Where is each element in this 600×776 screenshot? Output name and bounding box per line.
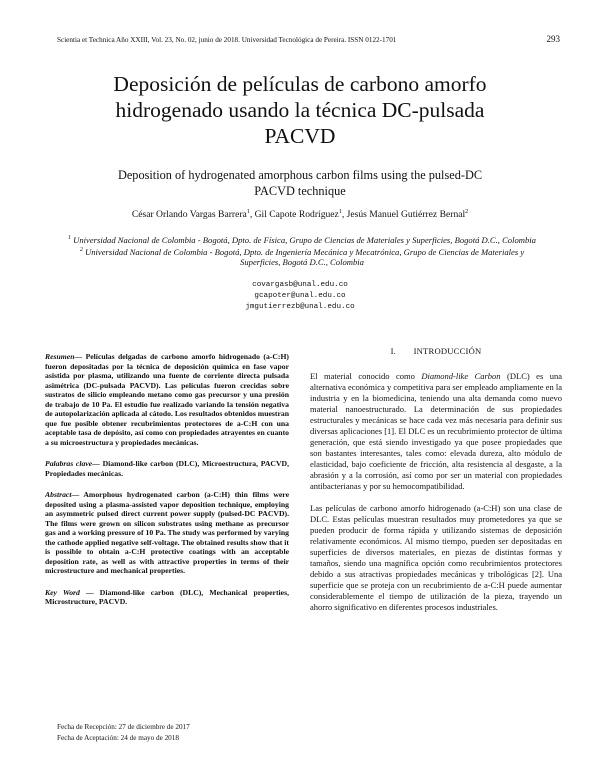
introduction-column <box>310 346 562 624</box>
title-line-3: PACVD <box>264 124 336 148</box>
subtitle-line-1: Deposition of hydrogenated amorphous carbon films using the pulsed-DC <box>117 168 483 182</box>
resumen-text: Películas delgadas de carbono amorfo hidrogenado (a-C:H) fueron depositadas por la técnica de deposición química en fase vapor asistida por plasma, utilizando una fuente de corriente directa pulsada asimétrica (DC-pulsada PACVD). Las películas fueron crecidas sobre sustratos de silicio empleando metano como gas precursor y una presión de trabajo de 10 Pa. El estudio fue realizado variando la tensión negativa de autopolarización aplicada al cátodo. Los resultados obtenidos muestran que fue posible obtener recubrimientos protectores de a-C:H con una aceptable tasa de depósito, así como con propiedades atrayentes en cuanto a su microestructura y propiedades mecánicas. <box>45 352 289 447</box>
author-name: Jesús Manuel Gutiérrez Bernal <box>346 209 466 220</box>
key-word-text: Diamond-like carbon (DLC), Mechanical properties, Microstructure, PACVD. <box>45 587 289 606</box>
email-link[interactable]: jmgutierrezb@unal.edu.co <box>245 303 355 311</box>
running-head: Scientia et Technica Año XXIII, Vol. 23, No. 02, junio de 2018. Universidad Tecnológica de Pereira. ISSN 0122-1701 <box>57 36 397 44</box>
affiliations <box>60 235 544 269</box>
page-number: 293 <box>546 34 560 44</box>
author-affiliation-mark: 1 <box>338 208 342 215</box>
intro-p1-rest: (DLC) es una alternativa económica y competitiva para ser empleado ampliamente en la industria y en la biomedicina, teniendo una alta demanda como nuevo material nanoestructurado. La determinación de sus propiedades estructurales y mecánicas se hace cada vez más necesaria para definir sus diversas aplicaciones [1]. El DLC es un recubrimiento protector de última generación, que está siendo investigado ya que posee propiedades que son bastantes interesantes, tales como: elevada dureza, alto módulo de elasticidad, bajo coeficiente de fricción, alta resistencia al desgaste, a la abrasión y a la corrosión, así como por ser un material con propiedades antibacterianas y por su hemocompatibilidad. <box>310 371 563 491</box>
title-line-1: Deposición de películas de carbono amorfo <box>113 72 487 96</box>
abstract-column <box>45 352 289 619</box>
email-list <box>150 280 450 313</box>
affiliation-text: Universidad Nacional de Colombia - Bogotá, Dpto. de Física, Grupo de Ciencias de Materiales y Superficies, Bogotá D.C., Colombia <box>73 235 536 245</box>
resumen-paragraph <box>45 352 289 447</box>
title-line-2: hidrogenado usando la técnica DC-pulsada <box>115 98 485 122</box>
resumen-label: Resumen— <box>45 352 83 361</box>
author-separator: , <box>341 209 347 220</box>
palabras-clave-paragraph <box>45 459 289 478</box>
intro-p1-term: Diamond-like Carbon <box>421 371 501 381</box>
affiliation-mark: 2 <box>79 246 83 253</box>
author-name: César Orlando Vargas Barrera <box>131 209 247 220</box>
paper-title <box>60 71 540 149</box>
key-word-label: Key Word — <box>45 587 94 597</box>
received-date: Fecha de Recepción: 27 de diciembre de 2017 <box>57 723 190 731</box>
author-name: Gil Capote Rodríguez <box>254 209 339 220</box>
author-list <box>60 209 540 221</box>
submission-dates <box>57 722 190 744</box>
email-link[interactable]: gcapoter@unal.edu.co <box>254 292 346 300</box>
english-title <box>80 167 520 199</box>
affiliation-mark: 1 <box>68 235 71 242</box>
intro-paragraph-2: Las películas de carbono amorfo hidrogenado (a-C:H) son una clase de DLC. Estas películas muestran resultados muy prometedores ya que se pueden producir de forma rápida y utilizando sistemas de deposición relativamente económicos. Al mismo tiempo, pueden ser depositadas en superficies de diversos materiales, en piezas de distintas formas y tamaños, siendo una magnífica opción como recubrimientos protectores debido a sus atractivas propiedades mecánicas y tribológicas [2]. Una superficie que se proteja con un recubrimiento de a-C:H puede aumentar considerablemente el tiempo de utilización de la pieza, trayendo un ahorro significativo en diferentes procesos industriales. <box>310 503 562 612</box>
subtitle-line-2: PACVD technique <box>254 184 346 198</box>
key-word-paragraph <box>45 588 289 607</box>
accepted-date: Fecha de Aceptación: 24 de mayo de 2018 <box>57 734 179 742</box>
abstract-label: Abstract— <box>45 490 80 499</box>
affiliation <box>60 235 544 246</box>
intro-p1-start: El material conocido como <box>310 371 422 381</box>
author-affiliation-mark: 1 <box>246 208 250 215</box>
intro-paragraph-1 <box>310 371 562 492</box>
palabras-clave-text: Diamond-like carbon (DLC), Microestructura, PACVD, Propiedades mecánicas. <box>45 459 290 478</box>
palabras-clave-label: Palabras clave— <box>45 459 100 468</box>
affiliation-text: Universidad Nacional de Colombia - Bogotá, Dpto. de Ingeniería Mecánica y Mecatrónica, Grupo de Ciencias de Materiales y Superficies, Bogotá D.C., Colombia <box>85 246 525 267</box>
author-separator: , <box>249 209 255 220</box>
author-affiliation-mark: 2 <box>465 208 469 215</box>
email-link[interactable]: covargasb@unal.edu.co <box>252 281 348 289</box>
abstract-text: Amorphous hydrogenated carbon (a-C:H) thin films were deposited using a plasma-assisted vapor deposition technique, employing an asymmetric pulsed direct current power supply (pulsed-DC PACVD). The films were grown on silicon substrates using methane as precursor gas and a working pressure of 10 Pa. The study was performed by varying the cathode applied negative self-voltage. The obtained results show that it is possible to obtain a-C:H protective coatings with an acceptable deposition rate, as well as with attractive properties in terms of their microstructure and mechanical properties. <box>45 490 289 575</box>
affiliation <box>60 247 544 268</box>
abstract-paragraph <box>45 490 289 576</box>
section-heading: I. INTRODUCCIÓN <box>390 346 482 356</box>
